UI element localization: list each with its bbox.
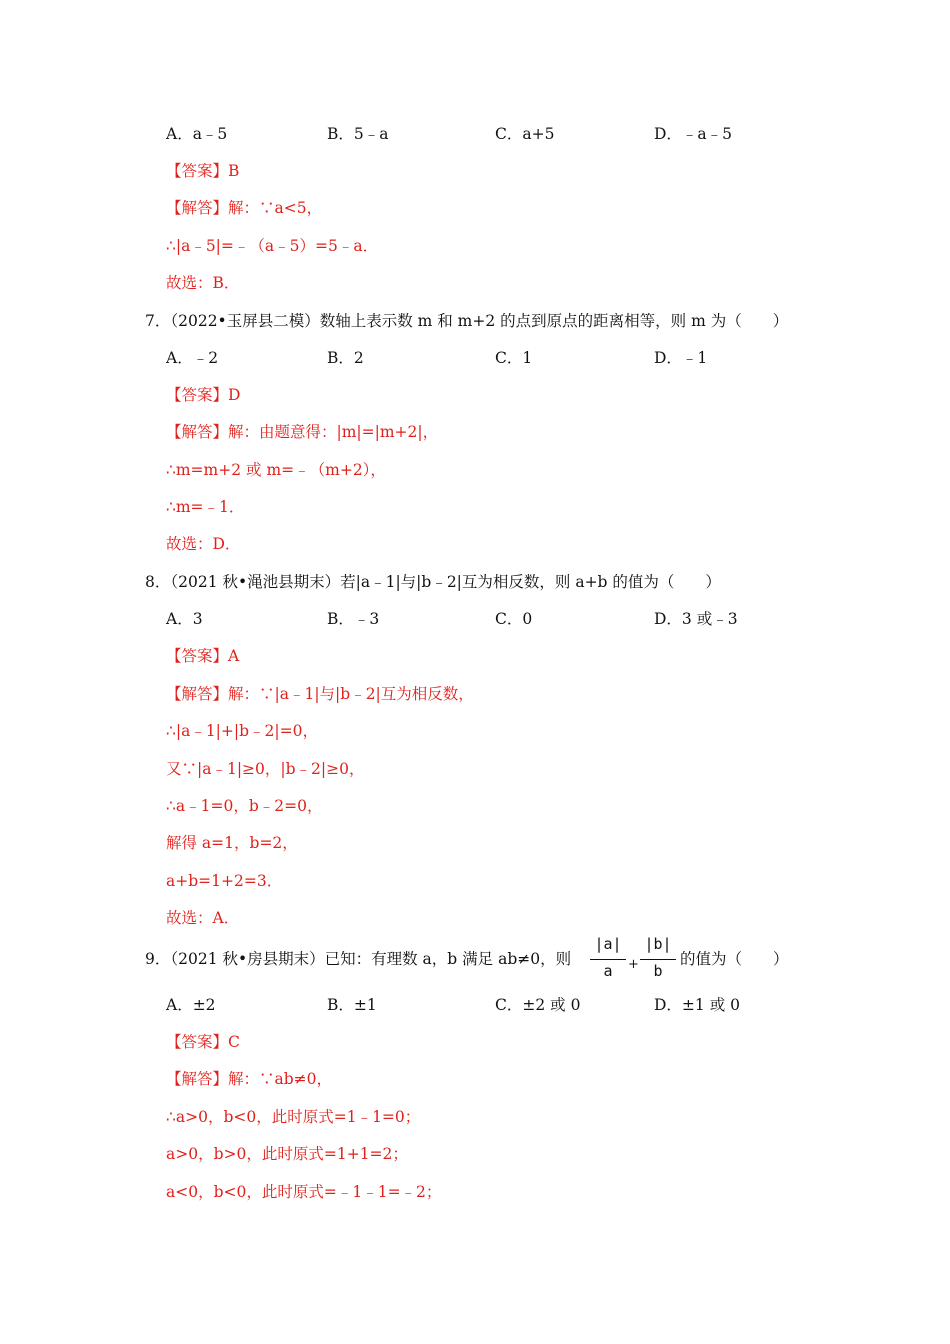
q8-option-a: A．3 <box>166 610 203 628</box>
q9-fraction-a-denominator: a <box>603 962 613 980</box>
q7-stem: 7．（2022•玉屏县二模）数轴上表示数 m 和 m+2 的点到原点的距离相等，则 m 为（ ） <box>145 312 789 330</box>
q9-option-b: B．±1 <box>327 996 377 1014</box>
q8-option-b: B．﹣3 <box>327 610 380 628</box>
q8-solution-line: 解得 a=1，b=2， <box>166 834 298 852</box>
q9-solution-line: 【解答】解：∵ab≠0， <box>166 1070 333 1088</box>
q8-option-d: D．3 或﹣3 <box>654 610 738 628</box>
q8-solution-line: 故选：A． <box>166 909 240 927</box>
q9-solution-line: a<0，b<0，此时原式=﹣1﹣1=﹣2； <box>166 1183 442 1201</box>
q9-option-c: C．±2 或 0 <box>495 996 581 1014</box>
q9-option-d: D．±1 或 0 <box>654 996 740 1014</box>
q7-solution-line: 【解答】解：由题意得：|m|=|m+2|， <box>166 423 439 441</box>
q7-solution-line: ∴m=﹣1． <box>166 498 245 516</box>
q6-option-c: C．a+5 <box>495 125 555 143</box>
q8-solution-line: 又∵|a﹣1|≥0，|b﹣2|≥0， <box>166 760 365 778</box>
q7-option-c: C．1 <box>495 349 533 367</box>
q6-option-b: B．5﹣a <box>327 125 389 143</box>
fraction-bar <box>640 959 676 960</box>
q6-answer: 【答案】B <box>166 162 240 180</box>
q8-solution-line: 【解答】解：∵|a﹣1|与|b﹣2|互为相反数， <box>166 685 474 703</box>
q9-fraction-b-denominator: b <box>653 962 663 980</box>
q7-solution-line: ∴m=m+2 或 m=﹣（m+2）， <box>166 461 386 479</box>
q7-solution-line: 故选：D． <box>166 535 241 553</box>
q8-solution-line: ∴a﹣1=0，b﹣2=0， <box>166 797 323 815</box>
q9-answer: 【答案】C <box>166 1033 240 1051</box>
q7-answer: 【答案】D <box>166 386 241 404</box>
q6-option-a: A．a﹣5 <box>166 125 228 143</box>
q9-solution-line: ∴a>0，b<0，此时原式=1﹣1=0； <box>166 1108 421 1126</box>
q6-solution-line: 【解答】解：∵a<5， <box>166 199 323 217</box>
q8-option-c: C．0 <box>495 610 533 628</box>
q9-plus-sign: + <box>628 957 639 972</box>
q7-option-b: B．2 <box>327 349 364 367</box>
q7-option-d: D．﹣1 <box>654 349 708 367</box>
q7-option-a: A．﹣2 <box>166 349 219 367</box>
q6-solution-line: 故选：B． <box>166 274 240 292</box>
q9-fraction-a-numerator: |a| <box>594 935 622 953</box>
q6-solution-line: ∴|a﹣5|=﹣（a﹣5）=5﹣a． <box>166 237 379 255</box>
q9-option-a: A．±2 <box>166 996 216 1014</box>
q8-solution-line: a+b=1+2=3． <box>166 872 283 890</box>
q9-stem-tail: 的值为（ ） <box>680 950 789 968</box>
fraction-bar <box>590 959 626 960</box>
q8-solution-line: ∴|a﹣1|+|b﹣2|=0， <box>166 722 318 740</box>
q8-answer: 【答案】A <box>166 647 240 665</box>
q9-fraction-b-numerator: |b| <box>644 935 672 953</box>
q6-option-d: D．﹣a﹣5 <box>654 125 733 143</box>
q9-solution-line: a>0，b>0，此时原式=1+1=2； <box>166 1145 408 1163</box>
q9-stem: 9．（2021 秋•房县期末）已知：有理数 a，b 满足 ab≠0，则 <box>145 950 572 968</box>
q8-stem: 8．（2021 秋•渑池县期末）若|a﹣1|与|b﹣2|互为相反数，则 a+b 的值为（ ） <box>145 573 721 591</box>
